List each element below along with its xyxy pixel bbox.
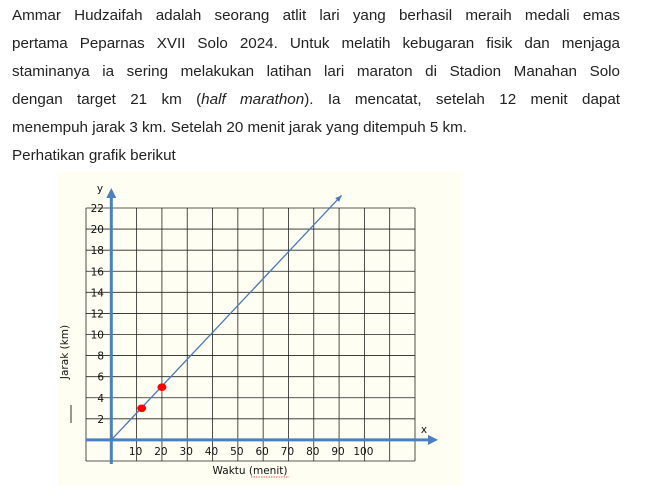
x-tick-label: 90: [331, 446, 345, 458]
y-tick-label: 8: [97, 350, 104, 363]
x-tick-label: 100: [353, 446, 374, 458]
y-axis-label: Jarak (km): [59, 324, 71, 380]
x-tick-label: 60: [255, 446, 269, 458]
x-tick-label: 70: [280, 446, 295, 458]
x-tick-label: 40: [204, 446, 219, 458]
x-axis-label: Waktu (menit): [212, 465, 288, 477]
x-tick-label: 20: [154, 446, 168, 458]
y-axis-arrow-icon: [106, 188, 116, 198]
x-tick-label: 50: [230, 446, 244, 458]
prompt-text: Perhatikan grafik berikut: [12, 147, 176, 164]
x-axis-letter: x: [420, 424, 428, 436]
y-tick-label: 18: [90, 245, 104, 258]
text-line: pertama Peparnas XVII Solo 2024. Untuk melatih kebugaran fisik dan menjaga: [12, 35, 620, 52]
y-tick-label: 2: [97, 413, 104, 426]
y-tick-label: 12: [90, 308, 104, 321]
text-line: Ammar Hudzaifah adalah seorang atlit lari yang berhasil meraih medali emas: [12, 7, 620, 24]
y-tick-label: 4: [97, 392, 104, 405]
x-tick-label: 80: [306, 446, 320, 458]
y-tick-label: 16: [90, 266, 104, 279]
y-tick-label: 20: [90, 224, 104, 237]
y-tick-label: 22: [90, 203, 104, 215]
x-tick-label: 10: [128, 446, 143, 458]
data-point: [157, 383, 166, 391]
data-point: [137, 404, 146, 412]
x-tick-label: 30: [179, 446, 193, 458]
y-tick-label: 6: [97, 371, 104, 384]
series-line: [111, 195, 341, 440]
text-line: menempuh jarak 3 km. Setelah 20 menit jarak yang ditempuh 5 km.: [12, 119, 468, 136]
y-tick-label: 10: [90, 329, 104, 342]
text-line: staminanya ia sering melakukan latihan lari maraton di Stadion Manahan Solo: [12, 63, 620, 80]
text-line: dengan target 21 km (half marathon). Ia mencatat, setelah 12 menit dapat: [12, 91, 621, 108]
y-axis-letter: y: [96, 183, 104, 195]
y-tick-label: 14: [90, 287, 104, 300]
x-axis-arrow-icon: [428, 435, 438, 445]
